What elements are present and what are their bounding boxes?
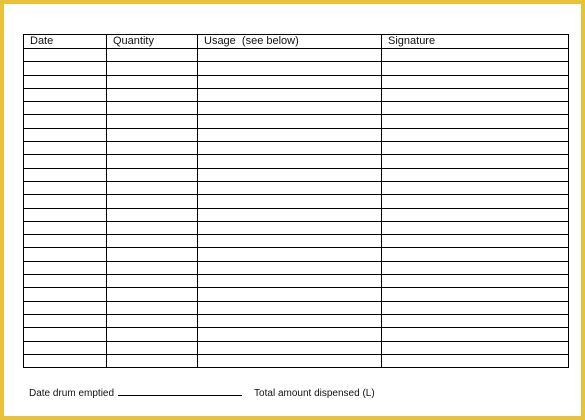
cell-date[interactable] [24,142,107,155]
table-row [24,102,569,115]
table-row [24,248,569,261]
cell-usage[interactable] [198,328,382,341]
cell-quantity[interactable] [107,288,198,301]
table-row [24,235,569,248]
cell-usage[interactable] [198,62,382,75]
table-row [24,142,569,155]
cell-date[interactable] [24,128,107,141]
cell-date[interactable] [24,168,107,181]
cell-signature[interactable] [382,49,569,62]
cell-usage[interactable] [198,288,382,301]
cell-usage[interactable] [198,221,382,234]
cell-date[interactable] [24,155,107,168]
cell-signature[interactable] [382,102,569,115]
cell-usage[interactable] [198,275,382,288]
cell-usage[interactable] [198,49,382,62]
cell-date[interactable] [24,261,107,274]
cell-quantity[interactable] [107,49,198,62]
cell-quantity[interactable] [107,301,198,314]
cell-signature[interactable] [382,261,569,274]
cell-signature[interactable] [382,62,569,75]
cell-signature[interactable] [382,142,569,155]
cell-usage[interactable] [198,341,382,354]
table-row [24,341,569,354]
cell-date[interactable] [24,102,107,115]
table-row [24,195,569,208]
cell-usage[interactable] [198,168,382,181]
table-row [24,75,569,88]
cell-quantity[interactable] [107,155,198,168]
cell-usage[interactable] [198,195,382,208]
cell-quantity[interactable] [107,221,198,234]
cell-signature[interactable] [382,181,569,194]
table-row [24,155,569,168]
date-drum-emptied-label: Date drum emptied [29,388,115,399]
cell-date[interactable] [24,314,107,327]
cell-quantity[interactable] [107,195,198,208]
cell-usage[interactable] [198,102,382,115]
cell-signature[interactable] [382,75,569,88]
cell-quantity[interactable] [107,314,198,327]
total-amount-dispensed-label: Total amount dispensed (L) [254,388,375,399]
cell-quantity[interactable] [107,75,198,88]
cell-usage[interactable] [198,301,382,314]
cell-signature[interactable] [382,248,569,261]
table-row [24,128,569,141]
cell-signature[interactable] [382,354,569,367]
cell-signature[interactable] [382,221,569,234]
cell-usage[interactable] [198,261,382,274]
cell-usage[interactable] [198,248,382,261]
cell-quantity[interactable] [107,168,198,181]
form-footer [29,386,375,399]
cell-quantity[interactable] [107,248,198,261]
cell-usage[interactable] [198,128,382,141]
table-row [24,88,569,101]
drum-usage-log-table [23,34,569,368]
cell-signature[interactable] [382,301,569,314]
log-table-body [24,49,569,368]
table-row [24,181,569,194]
cell-signature[interactable] [382,155,569,168]
table-row [24,275,569,288]
cell-date[interactable] [24,328,107,341]
table-row [24,115,569,128]
cell-quantity[interactable] [107,181,198,194]
cell-date[interactable] [24,275,107,288]
table-row [24,328,569,341]
cell-date[interactable] [24,288,107,301]
cell-usage[interactable] [198,75,382,88]
cell-usage[interactable] [198,235,382,248]
cell-date[interactable] [24,181,107,194]
cell-date[interactable] [24,301,107,314]
cell-date[interactable] [24,115,107,128]
cell-signature[interactable] [382,288,569,301]
cell-usage[interactable] [198,208,382,221]
table-row [24,288,569,301]
cell-signature[interactable] [382,128,569,141]
column-header-usage: Usage (see below) [198,35,382,49]
table-row [24,221,569,234]
cell-usage[interactable] [198,142,382,155]
date-drum-emptied-blank-line[interactable] [118,386,242,396]
cell-date[interactable] [24,235,107,248]
cell-date[interactable] [24,354,107,367]
table-row [24,354,569,367]
cell-signature[interactable] [382,115,569,128]
cell-date[interactable] [24,248,107,261]
table-row [24,49,569,62]
cell-date[interactable] [24,208,107,221]
cell-signature[interactable] [382,328,569,341]
cell-signature[interactable] [382,195,569,208]
cell-usage[interactable] [198,181,382,194]
table-row [24,168,569,181]
cell-quantity[interactable] [107,341,198,354]
cell-quantity[interactable] [107,115,198,128]
column-header-quantity: Quantity [107,35,198,49]
cell-date[interactable] [24,62,107,75]
cell-date[interactable] [24,88,107,101]
cell-quantity[interactable] [107,102,198,115]
cell-signature[interactable] [382,275,569,288]
cell-quantity[interactable] [107,261,198,274]
cell-quantity[interactable] [107,275,198,288]
cell-quantity[interactable] [107,208,198,221]
cell-usage[interactable] [198,115,382,128]
cell-signature[interactable] [382,235,569,248]
cell-usage[interactable] [198,314,382,327]
cell-signature[interactable] [382,168,569,181]
cell-date[interactable] [24,341,107,354]
table-row [24,301,569,314]
table-row [24,208,569,221]
cell-usage[interactable] [198,354,382,367]
table-row [24,314,569,327]
column-header-date: Date [24,35,107,49]
cell-quantity[interactable] [107,142,198,155]
cell-date[interactable] [24,221,107,234]
cell-usage[interactable] [198,88,382,101]
cell-quantity[interactable] [107,328,198,341]
table-row [24,62,569,75]
cell-signature[interactable] [382,208,569,221]
cell-usage[interactable] [198,155,382,168]
cell-quantity[interactable] [107,354,198,367]
cell-quantity[interactable] [107,62,198,75]
cell-date[interactable] [24,195,107,208]
table-row [24,261,569,274]
cell-quantity[interactable] [107,235,198,248]
cell-date[interactable] [24,75,107,88]
cell-quantity[interactable] [107,88,198,101]
cell-date[interactable] [24,49,107,62]
cell-quantity[interactable] [107,128,198,141]
column-header-signature: Signature [382,35,569,49]
cell-signature[interactable] [382,341,569,354]
cell-signature[interactable] [382,88,569,101]
header-row [24,35,569,49]
cell-signature[interactable] [382,314,569,327]
